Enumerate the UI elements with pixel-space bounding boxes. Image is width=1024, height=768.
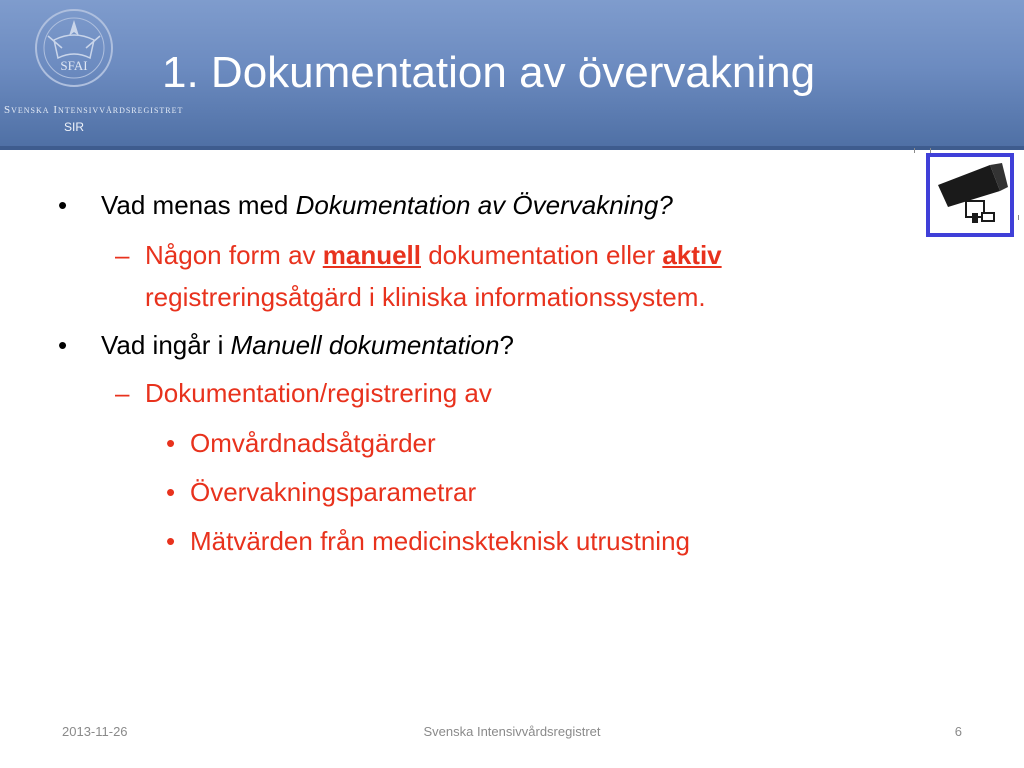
- sir-logo: [4, 6, 184, 136]
- sub-bullet-item: [145, 240, 722, 270]
- sub-bullet-text: Någon form av: [145, 240, 323, 270]
- bullet-emphasis: Dokumentation av Övervakning?: [295, 190, 673, 220]
- bullet-marker: •: [58, 330, 68, 360]
- sub-sub-bullet-marker: •: [166, 428, 176, 458]
- sub-sub-bullet-item: Omvårdnadsåtgärder: [190, 428, 436, 458]
- bullet-marker: •: [58, 190, 68, 220]
- bullet-item: [101, 190, 673, 220]
- footer-org: Svenska Intensivvårdsregistret: [423, 724, 601, 739]
- bullet-item: [101, 330, 514, 360]
- bullet-emphasis: Manuell dokumentation: [230, 330, 500, 360]
- bullet-text: Vad menas med: [101, 190, 296, 220]
- sub-sub-bullet-item: Mätvärden från medicinskteknisk utrustning: [190, 526, 691, 556]
- sub-sub-bullet-marker: •: [166, 477, 176, 507]
- sub-bullet-item: Dokumentation/registrering av: [145, 378, 492, 408]
- title-bar: [0, 0, 1024, 150]
- sfai-emblem-icon: [32, 6, 116, 102]
- keyword-aktiv: aktiv: [662, 240, 722, 270]
- sub-bullet-continuation: registreringsåtgärd i kliniska informationssystem.: [145, 282, 706, 312]
- bullet-text: Vad ingår i: [101, 330, 231, 360]
- frame-tick: [1018, 215, 1019, 220]
- page-title: 1. Dokumentation av övervakning: [162, 48, 816, 97]
- footer-page-number: 6: [954, 724, 962, 739]
- frame-tick: [914, 148, 915, 153]
- sub-sub-bullet-item: Övervakningsparametrar: [190, 477, 477, 507]
- logo-name: Svenska Intensivvårdsregistret: [4, 104, 184, 116]
- bullet-text: ?: [499, 330, 514, 360]
- header-shade: [0, 146, 1024, 150]
- emblem-text: SFAI: [60, 58, 88, 73]
- logo-abbr: SIR: [63, 120, 84, 134]
- sub-bullet-text: dokumentation eller: [421, 240, 663, 270]
- sub-sub-bullet-marker: •: [166, 526, 176, 556]
- dash-marker: –: [115, 378, 130, 408]
- keyword-manuell: manuell: [322, 240, 421, 270]
- dash-marker: –: [115, 240, 130, 270]
- surveillance-camera-icon: [926, 153, 1014, 237]
- footer-date: 2013-11-26: [62, 724, 128, 739]
